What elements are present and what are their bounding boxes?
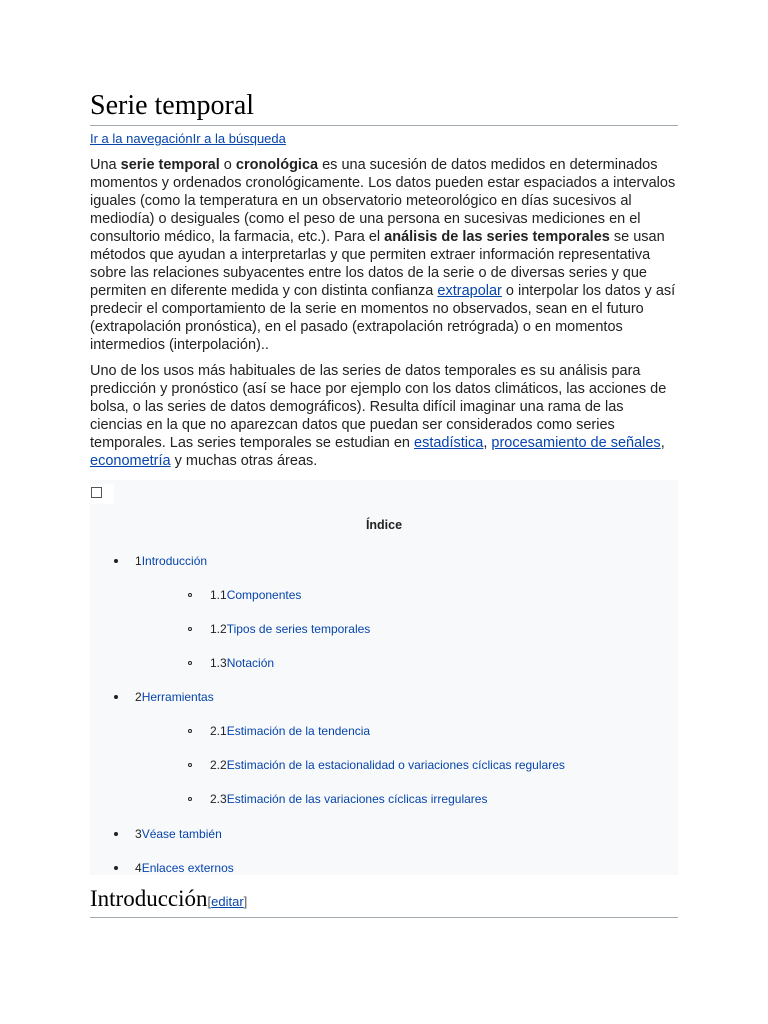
edit-bracket: ] [243,894,248,909]
toc-link[interactable]: Estimación de la estacionalidad o variaciones cíclicas regulares [226,758,565,772]
toc-subitem[interactable] [188,756,565,774]
jump-to-navigation-link[interactable]: Ir a la navegación [90,131,193,146]
toc-number: 1.1 [210,588,227,602]
page-title: Serie temporal [90,88,678,126]
bold-term: cronológica [235,157,319,173]
procesamiento-de-senales-link[interactable]: procesamiento de señales [491,435,661,451]
toc-item[interactable] [114,552,207,570]
toc-link[interactable]: Componentes [226,588,302,602]
intro-paragraph [90,156,678,354]
toc-number: 2 [135,690,142,704]
toc-title: Índice [365,518,403,532]
toc-subitem[interactable] [188,722,370,740]
bold-term: análisis de las series temporales [384,229,610,245]
toc-link[interactable]: Notación [226,656,275,670]
text: o [219,157,236,173]
text: Una [90,157,121,173]
toc-subitem[interactable] [188,654,274,672]
toc-link[interactable]: Tipos de series temporales [226,622,371,636]
toc-number: 3 [135,827,142,841]
text: , [483,435,492,451]
toc-number: 1.2 [210,622,227,636]
toc-number: 1 [135,554,142,568]
toc-link[interactable]: Enlaces externos [141,861,234,875]
toc-link[interactable]: Herramientas [141,690,214,704]
toc-link[interactable]: Estimación de la tendencia [226,724,371,738]
text: o interpolar los datos y así predecir el comportamiento de la serie en momentos no observados, sean en el futuro (extrapolación pronóstica), en el pasado (extrapolación retrógrada) o en momentos intermedios (interpolación).. [90,283,676,353]
toc-number: 2.2 [210,758,227,772]
text: se usan métodos que ayudan a interpretarlas y que permiten extraer información representativa sobre las relaciones subyacentes entre los datos de la serie o de diversas series y que permiten en diferente medida y con distinta confianza [90,229,665,299]
toc-item[interactable] [114,825,222,843]
toc-subitem[interactable] [188,790,487,808]
jump-links [90,130,678,148]
toc-subitem[interactable] [188,586,301,604]
article-content [90,88,678,875]
extrapolar-link[interactable]: extrapolar [437,283,502,299]
section-heading-introduccion [90,884,678,918]
toc-number: 2.1 [210,724,227,738]
toc-link[interactable]: Introducción [141,554,208,568]
toc-subitem[interactable] [188,620,370,638]
toc-number: 4 [135,861,142,875]
toc-number: 2.3 [210,792,227,806]
estadistica-link[interactable]: estadística [414,435,484,451]
edit-section [208,894,248,909]
text: Uno de los usos más habituales de las series de datos temporales es su análisis para predicción y pronóstico (así se hace por ejemplo con los datos climáticos, las acciones de bolsa, o las series de datos demográficos). Resulta difícil imaginar una rama de las ciencias en la que no aparezcan datos que puedan ser considerados como series temporales. Las series temporales se estudian en [90,363,667,451]
toc-item[interactable] [114,859,234,877]
text: y muchas otras áreas. [170,453,318,469]
toc-toggle[interactable] [90,484,114,504]
toc-item[interactable] [114,688,214,706]
text: es una sucesión de datos medidos en determinados momentos y ordenados cronológicamente. Los datos pueden estar espaciados a intervalos iguales (como la temperatura en un observatorio meteorológico en días sucesivos al mediodía) o desiguales (como el peso de una persona en sucesivas mediciones en el consultorio médico, la farmacia, etc.). Para el [90,157,676,245]
table-of-contents [90,480,678,875]
econometria-link[interactable]: econometría [90,453,171,469]
bold-term: serie temporal [120,157,220,173]
uses-paragraph [90,362,678,470]
toc-link[interactable]: Véase también [141,827,222,841]
toc-checkbox-icon[interactable] [91,487,102,498]
text: , [660,435,665,451]
jump-to-search-link[interactable]: Ir a la búsqueda [192,131,286,146]
edit-section-link[interactable]: editar [211,894,244,909]
toc-link[interactable]: Estimación de las variaciones cíclicas irregulares [226,792,488,806]
edit-bracket: [ [207,894,212,909]
toc-number: 1.3 [210,656,227,670]
section-title: Introducción [90,886,208,911]
